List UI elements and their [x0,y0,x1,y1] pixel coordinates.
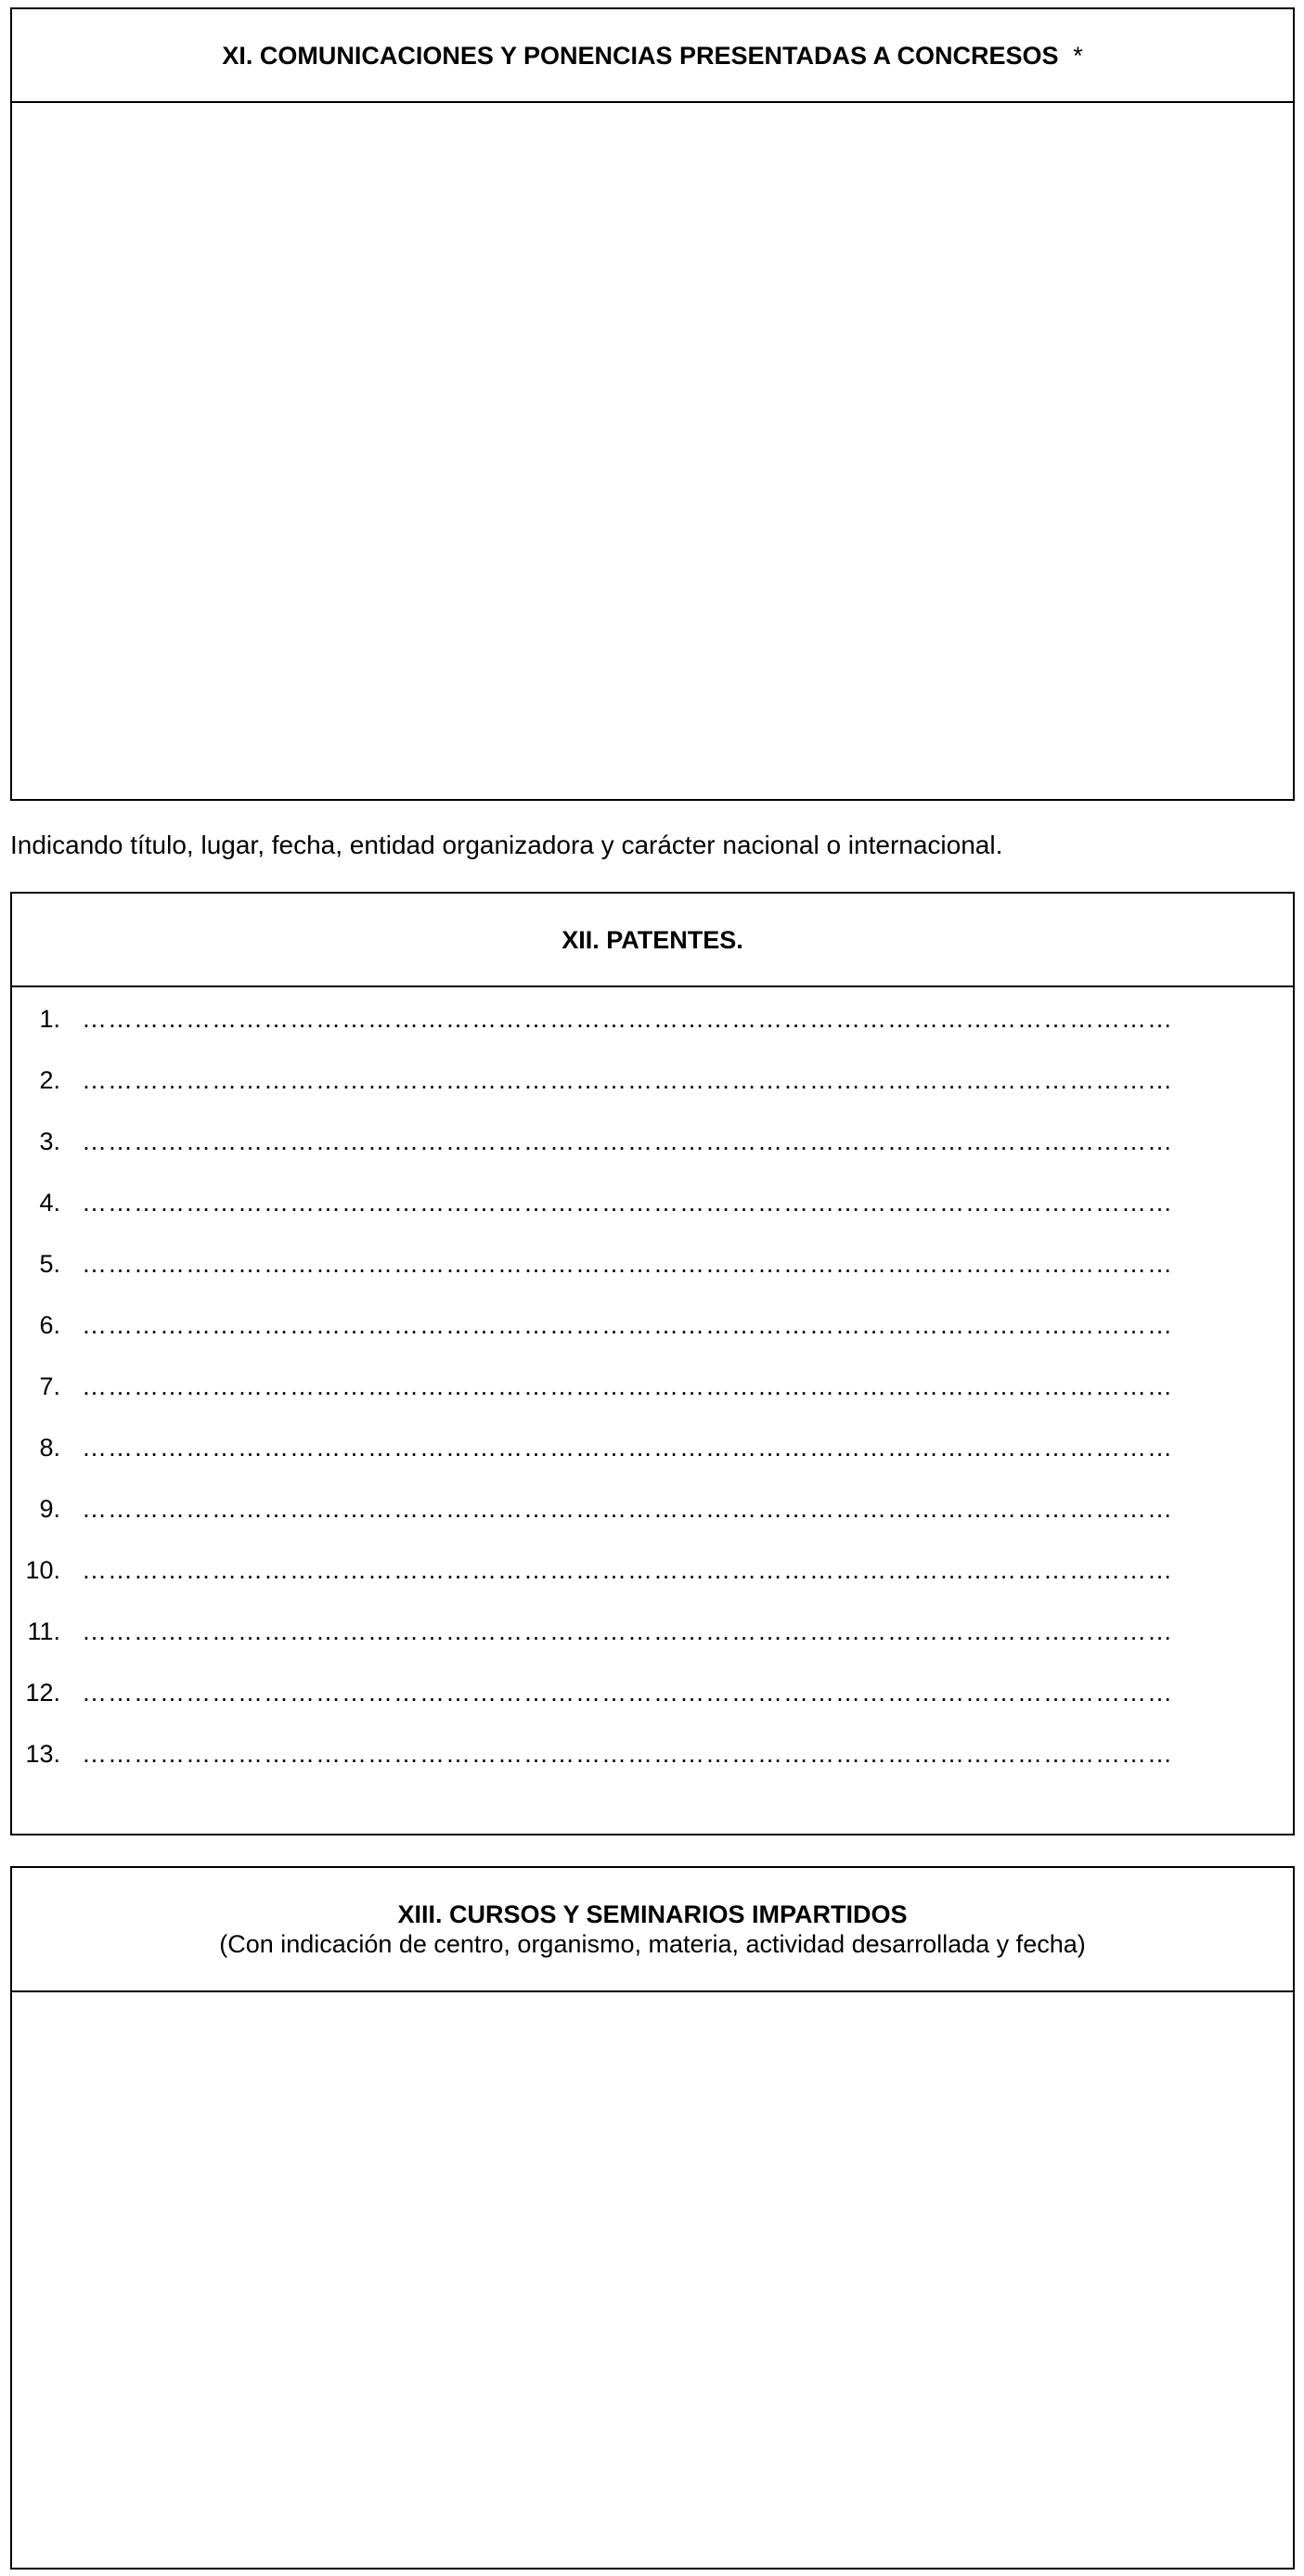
section-xi-content-area[interactable] [12,103,1293,799]
section-xiii-content-area[interactable] [12,1992,1293,2568]
patent-item-field[interactable]: ……………………………………………………………………………………………………………… [82,1495,1173,1523]
section-xii-header [12,894,1293,987]
patent-item-number: 5. [39,1250,60,1278]
patent-item[interactable] [12,1184,1293,1221]
patent-item-field[interactable]: ……………………………………………………………………………………………………………… [82,1311,1173,1339]
patent-item-number: 13. [25,1740,60,1768]
patent-item-number: 12. [25,1679,60,1707]
section-xi-footnote: Indicando título, lugar, fecha, entidad organizadora y carácter nacional o internacional. [10,831,1003,859]
patent-item-field[interactable]: ……………………………………………………………………………………………………………… [82,1372,1173,1400]
patent-item[interactable] [12,1245,1293,1282]
patent-item[interactable] [12,1735,1293,1772]
patent-item-field[interactable]: ……………………………………………………………………………………………………………… [82,1250,1173,1278]
patent-item-field[interactable]: ……………………………………………………………………………………………………………… [82,1617,1173,1645]
section-xii-title: XII. PATENTES. [562,925,743,954]
patent-item-number: 11. [27,1617,60,1645]
patent-item[interactable] [12,1307,1293,1344]
patent-item-field[interactable]: ……………………………………………………………………………………………………………… [82,1434,1173,1462]
patent-item-number: 10. [25,1556,60,1584]
patent-item-number: 4. [39,1189,60,1217]
patent-item-field[interactable]: ……………………………………………………………………………………………………………… [82,1740,1173,1768]
patent-item-number: 9. [39,1495,60,1523]
section-xiii-subtitle: (Con indicación de centro, organismo, materia, actividad desarrollada y fecha) [219,1930,1086,1958]
patent-item-number: 3. [39,1127,60,1155]
patent-item[interactable] [12,1000,1293,1037]
patent-item[interactable] [12,1062,1293,1099]
patent-item[interactable] [12,1552,1293,1589]
patent-item[interactable] [12,1123,1293,1160]
patent-item-number: 2. [39,1066,60,1094]
patent-item-field[interactable]: ……………………………………………………………………………………………………………… [82,1066,1173,1094]
patent-item-field[interactable]: ……………………………………………………………………………………………………………… [82,1005,1173,1033]
patent-list [12,987,1293,1836]
patent-item[interactable] [12,1613,1293,1650]
patent-item-number: 6. [39,1311,60,1339]
patent-item-field[interactable]: ……………………………………………………………………………………………………………… [82,1189,1173,1217]
section-xi-box [10,7,1295,801]
section-xiii-title: XIII. CURSOS Y SEMINARIOS IMPARTIDOS [397,1900,908,1928]
patent-item-field[interactable]: ……………………………………………………………………………………………………………… [82,1556,1173,1584]
patent-item[interactable] [12,1674,1293,1711]
section-xi-asterisk: * [1073,41,1083,70]
section-xiii-box [10,1866,1295,2570]
patent-item-number: 1. [39,1005,60,1033]
patent-item[interactable] [12,1368,1293,1405]
section-xiii-header [12,1868,1293,1992]
patent-item-field[interactable]: ……………………………………………………………………………………………………………… [82,1127,1173,1155]
patent-item[interactable] [12,1429,1293,1466]
patent-item-number: 8. [39,1434,60,1462]
patent-item-number: 7. [39,1372,60,1400]
section-xii-box [10,892,1295,1835]
section-xi-title-line [222,41,1082,71]
section-xi-header [12,9,1293,103]
section-xi-title: XI. COMUNICACIONES Y PONENCIAS PRESENTADAS A CONCRESOS [222,41,1059,70]
patent-item[interactable] [12,1490,1293,1527]
patent-item-field[interactable]: ……………………………………………………………………………………………………………… [82,1679,1173,1707]
